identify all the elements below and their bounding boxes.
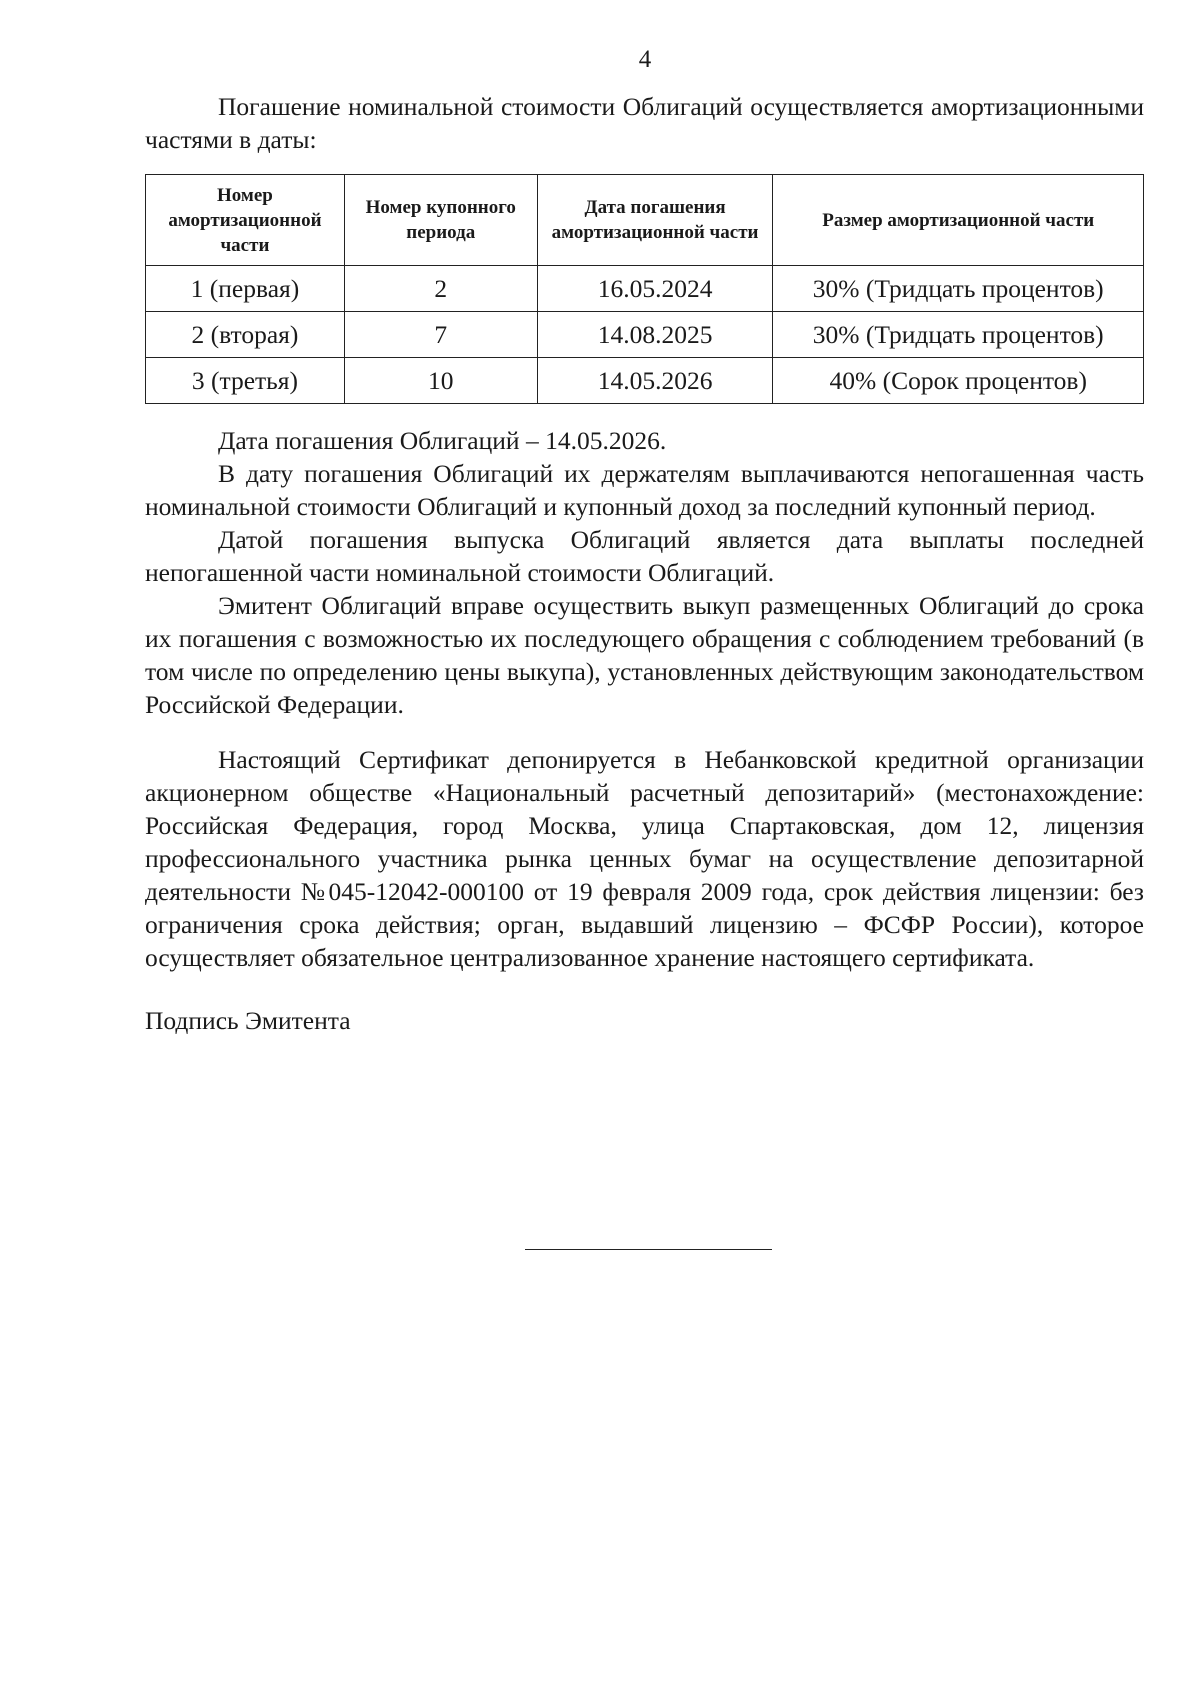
depository-paragraph: Настоящий Сертификат депонируется в Небанковской кредитной организации акционерном обществе «Национальный расчетный депозитарий» (местонахождение: Российская Федерация, город Москва, улица Спартаковская, дом 12, лицензия профессионального участника рынка ценных бумаг на осуществление депозитарной деятельности №045-12042-000100 от 19 февраля 2009 года, срок действия лицензии: без ограничения срока действия; орган, выдавший лицензию – ФСФР России), которое осуществляет обязательное централизованное хранение настоящего сертификата. [145,745,1144,972]
table-header-cell: Номер амортизационной части [146,175,345,266]
table-cell: 30% (Тридцать процентов) [773,312,1144,358]
table-cell: 2 (вторая) [146,312,345,358]
signature-line [525,1249,772,1250]
spacer [145,721,1144,743]
table-cell: 7 [344,312,537,358]
signature-label: Подпись Эмитента [145,1006,351,1035]
amortization-table [145,174,1144,404]
buyback-paragraph: Эмитент Облигаций вправе осуществить выкуп размещенных Облигаций до срока их погашения с возможностью их последующего обращения с соблюдением требований (в том числе по определению цены выкупа), установленных действующим законодательством Российской Федерации. [145,591,1144,719]
table-cell: 16.05.2024 [537,266,773,312]
table-cell: 14.05.2026 [537,358,773,404]
table-header-cell: Дата погашения амортизационной части [537,175,773,266]
table-cell: 30% (Тридцать процентов) [773,266,1144,312]
redemption-date-paragraph: Датой погашения выпуска Облигаций является дата выплаты последней непогашенной части номинальной стоимости Облигаций. [145,525,1144,587]
table-row [146,266,1144,312]
table-header-cell: Размер амортизационной части [773,175,1144,266]
table-row [146,358,1144,404]
table-header-row [146,175,1144,266]
payment-paragraph: В дату погашения Облигаций их держателям выплачиваются непогашенная часть номинальной стоимости Облигаций и купонный доход за последний купонный период. [145,459,1144,521]
document-body [145,90,1144,1037]
maturity-date-paragraph: Дата погашения Облигаций – 14.05.2026. [218,426,667,455]
page-number: 4 [638,46,652,73]
table-header-cell: Номер купонного периода [344,175,537,266]
table-cell: 3 (третья) [146,358,345,404]
table-cell: 14.08.2025 [537,312,773,358]
table-cell: 40% (Сорок процентов) [773,358,1144,404]
intro-paragraph: Погашение номинальной стоимости Облигаций осуществляется амортизационными частями в даты: [145,92,1144,154]
table-cell: 1 (первая) [146,266,345,312]
table-row [146,312,1144,358]
table-cell: 10 [344,358,537,404]
table-cell: 2 [344,266,537,312]
spacer [145,974,1144,1004]
